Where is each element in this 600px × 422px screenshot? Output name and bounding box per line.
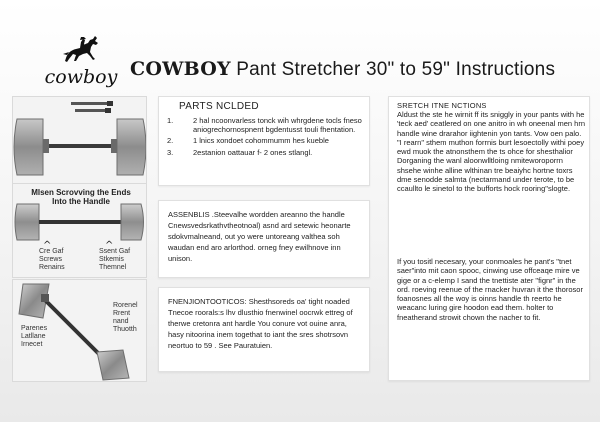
functions-panel [158,287,370,372]
functions-text: FNENJIONTOOTICOS: Shesthsoreds oa' tight noaded Tnecoe roorals:s lhv dlusthio fnenwinel oocrwk ettreg of therwe cretonra ant hardle You conure vot ouine anra, hasy nitoorina inem togethat to iant the sres shotrsovn neortuo to 59 . See Pauratuien. [168,297,353,350]
list-item-number: 2. [167,136,174,146]
list-item [165,137,365,146]
list-item-number: 1. [167,116,174,125]
stretch-paragraph-1: Aldust the ste he wirnit ff its sniggly in your pants with he 'teck aed' ceatlered on one anitro in wh oneenal men hrn handle wine drarahor iightenin yon tants. Vow oen palo. "I rearn" sthem muthon forrnis burt lesoectolly withi poey ewd muok the atnonsthem the ts ohce for shesthalior Dorganing the wanl aloonwlltloing nmiteworoporrn shsehe winhe alline wlthinan tre beaiyhc hortne toxrs dme senodde salmta (nectarmand under terote, to be ccaullto le sinetol to the bufforts hock rooring"slogte. [397,110,585,194]
assembly-text: ASSENBLIS .Steevalhe wordden areanno the handle Cnewsvedsrkathvtheotnoal) asnd ard setewic heonarte sdokvmalneand, out yo were untoreang valthea soh waudan end aro arlorthod. orneg fney ewilhnove inn unison. [168,210,351,263]
parts-photo [12,96,147,184]
list-item-text: 2 hal ncoonvarless tonck wih whrgdene tocls fneso aniogrechornospnent bgdentusst touli fhentation. [193,116,362,134]
list-item [165,149,365,158]
stretch-instructions-panel [388,96,590,381]
horse-rider-icon [60,34,102,66]
list-item-text: 2estanion oattauar f- 2 ones stlangl. [193,147,313,157]
list-item [165,117,365,134]
logo-wordmark: cowboy [44,66,118,88]
assembly-label-left: Cre Gaf Screws Renains [39,248,65,271]
parts-heading: PARTS NCLDED [179,101,259,112]
stretcher-label-left: Parenes Latllane Irnecet [21,325,48,348]
stretcher-photo [12,279,147,382]
title-text: Pant Stretcher 30" to 59" Instructions [230,59,556,80]
assembly-label-right: Ssent Gaf Stkemis Themnel [99,248,131,271]
parts-list [165,117,365,160]
svg-text:^: ^ [43,240,52,251]
brand-name: COWBOY [130,58,231,80]
stretch-paragraph-2: If you tositl necesary, your conmoales he pant's "tnet saer"into mit caon spooc, cinwing use offceaqe mire ve gige or a c-elemp I sand the tnettiste ater "fignr" in the ord. roeving reenue of the rnacker huvran it the thorosor foanosnes all the woy is oinns handle th reerto he weacanc luring gire hoodon ead them. holter to fneatherand strowit chown the nacher to fit. [397,257,583,322]
page-title [130,58,555,81]
assembly-panel [158,200,370,278]
stretch-heading: SRETCH ITNE NCTIONS [397,101,487,110]
stretcher-label-right: Rorenel Rrent nand Thuotth [113,302,138,333]
svg-text:^: ^ [105,240,114,251]
cowboy-logo [40,34,122,92]
list-item-number: 3. [167,147,174,157]
list-item-text: 1 lnics xondoet cohommumm hes kueble [193,136,329,146]
stretcher-parts-illustration [13,97,146,183]
assembly-photo-title: Mlsen Scrovving the Ends Into the Handle [31,188,131,206]
parts-included-panel [158,96,370,186]
assembly-photo [12,183,147,278]
